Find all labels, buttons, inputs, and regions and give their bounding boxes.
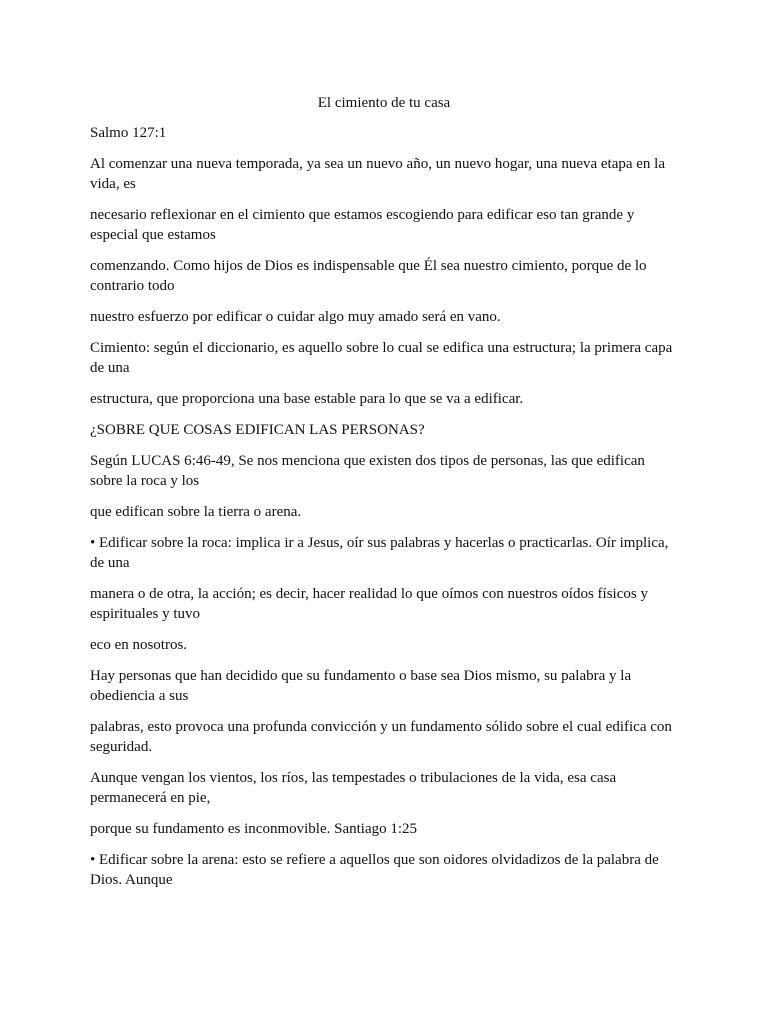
- section-heading: ¿SOBRE QUE COSAS EDIFICAN LAS PERSONAS?: [90, 422, 425, 438]
- paragraph: porque su fundamento es inconmovible. Santiago 1:25: [90, 821, 418, 837]
- paragraph: manera o de otra, la acción; es decir, hacer realidad lo que oímos con nuestros oídos físicos y espirituales y tuvo: [90, 586, 648, 622]
- document-title: El cimiento de tu casa: [317, 95, 451, 111]
- paragraph: Aunque vengan los vientos, los ríos, las tempestades o tribulaciones de la vida, esa casa permanecerá en pie,: [90, 770, 617, 806]
- paragraph: comenzando. Como hijos de Dios es indispensable que Él sea nuestro cimiento, porque de lo contrario todo: [90, 258, 647, 294]
- paragraph: Cimiento: según el diccionario, es aquello sobre lo cual se edifica una estructura; la primera capa de una: [90, 340, 673, 376]
- paragraph: eco en nosotros.: [90, 637, 188, 653]
- bullet-paragraph: • Edificar sobre la arena: esto se refiere a aquellos que son oidores olvidadizos de la palabra de Dios. Aunque: [90, 852, 659, 888]
- paragraph: Salmo 127:1: [90, 125, 167, 141]
- paragraph: estructura, que proporciona una base estable para lo que se va a edificar.: [90, 391, 524, 407]
- paragraph: Hay personas que han decidido que su fundamento o base sea Dios mismo, su palabra y la obediencia a sus: [90, 668, 632, 704]
- paragraph: Según LUCAS 6:46-49, Se nos menciona que existen dos tipos de personas, las que edifican sobre la roca y los: [90, 453, 645, 489]
- paragraph: nuestro esfuerzo por edificar o cuidar algo muy amado será en vano.: [90, 309, 501, 325]
- paragraph: que edifican sobre la tierra o arena.: [90, 504, 302, 520]
- bullet-paragraph: • Edificar sobre la roca: implica ir a Jesus, oír sus palabras y hacerlas o practicarlas. Oír implica, de una: [90, 535, 669, 571]
- paragraph: palabras, esto provoca una profunda convicción y un fundamento sólido sobre el cual edifica con seguridad.: [90, 719, 672, 755]
- paragraph: Al comenzar una nueva temporada, ya sea un nuevo año, un nuevo hogar, una nueva etapa en la vida, es: [90, 156, 666, 192]
- paragraph: necesario reflexionar en el cimiento que estamos escogiendo para edificar eso tan grande y especial que estamos: [90, 207, 635, 243]
